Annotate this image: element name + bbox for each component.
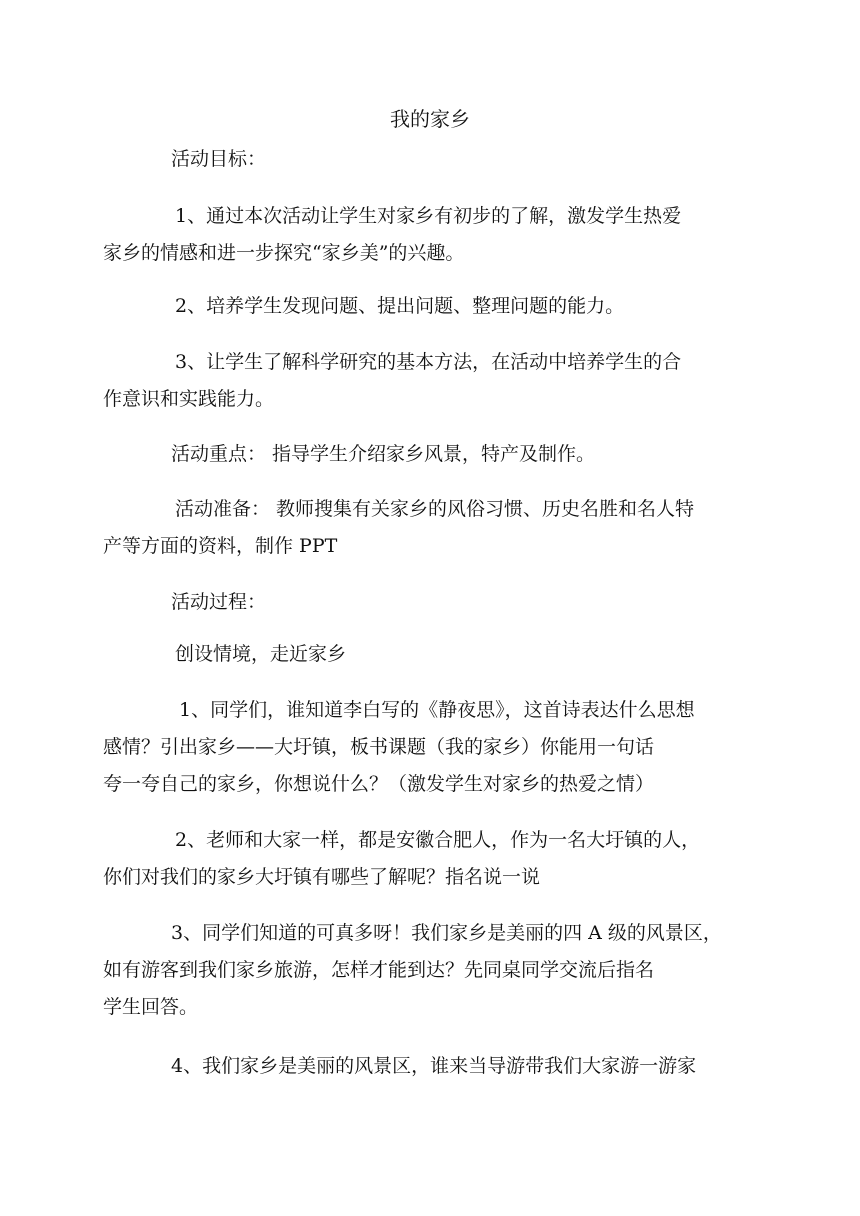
paragraph-line: 创设情境，走近家乡 — [175, 643, 347, 665]
paragraph-step-3 — [103, 915, 743, 1026]
paragraph-line: 产等方面的资料，制作 PPT — [103, 535, 338, 557]
document-title: 我的家乡 — [390, 107, 470, 131]
paragraph-objective-1 — [103, 198, 743, 272]
paragraph-line: 学生回答。 — [103, 996, 199, 1018]
paragraph-objective-3 — [103, 344, 743, 418]
paragraph-line: 4、我们家乡是美丽的风景区，谁来当导游带我们大家游一游家 — [171, 1055, 697, 1077]
paragraph-objective-2 — [175, 288, 815, 325]
paragraph-key-points — [171, 436, 811, 473]
paragraph-line: 1、通过本次活动让学生对家乡有初步的了解，激发学生热爱 — [175, 205, 682, 227]
paragraph-line: 2、培养学生发现问题、提出问题、整理问题的能力。 — [175, 295, 625, 317]
paragraph-line: 你们对我们的家乡大圩镇有哪些了解呢？指名说一说 — [103, 866, 541, 888]
paragraph-objectives-heading — [171, 141, 811, 178]
paragraph-line: 作意识和实践能力。 — [103, 388, 275, 410]
paragraph-line: 感情？引出家乡——大圩镇，板书课题（我的家乡）你能用一句话 — [103, 736, 655, 758]
paragraph-process-heading — [171, 584, 811, 621]
paragraph-line: 3、同学们知道的可真多呀！我们家乡是美丽的四 A 级的风景区， — [171, 922, 722, 944]
paragraph-line: 1、同学们，谁知道李白写的《静夜思》，这首诗表达什么思想 — [179, 699, 695, 721]
paragraph-step-4 — [103, 1048, 743, 1085]
paragraph-line: 活动准备： 教师搜集有关家乡的风俗习惯、历史名胜和名人特 — [175, 498, 695, 520]
paragraph-preparation — [103, 491, 743, 565]
paragraph-line: 如有游客到我们家乡旅游，怎样才能到达？先同桌同学交流后指名 — [103, 959, 655, 981]
paragraph-step-1 — [103, 692, 743, 803]
paragraph-step-2 — [103, 822, 743, 896]
paragraph-line: 2、老师和大家一样，都是安徽合肥人，作为一名大圩镇的人， — [175, 829, 701, 851]
paragraph-line: 活动重点： 指导学生介绍家乡风景，特产及制作。 — [171, 443, 596, 465]
paragraph-section-intro — [175, 636, 815, 673]
paragraph-line: 夸一夸自己的家乡，你想说什么？（激发学生对家乡的热爱之情） — [103, 773, 655, 795]
paragraph-line: 活动目标： — [171, 148, 267, 170]
paragraph-line: 活动过程： — [171, 591, 267, 613]
paragraph-line: 家乡的情感和进一步探究“家乡美”的兴趣。 — [103, 242, 465, 264]
paragraph-line: 3、让学生了解科学研究的基本方法，在活动中培养学生的合 — [175, 351, 682, 373]
